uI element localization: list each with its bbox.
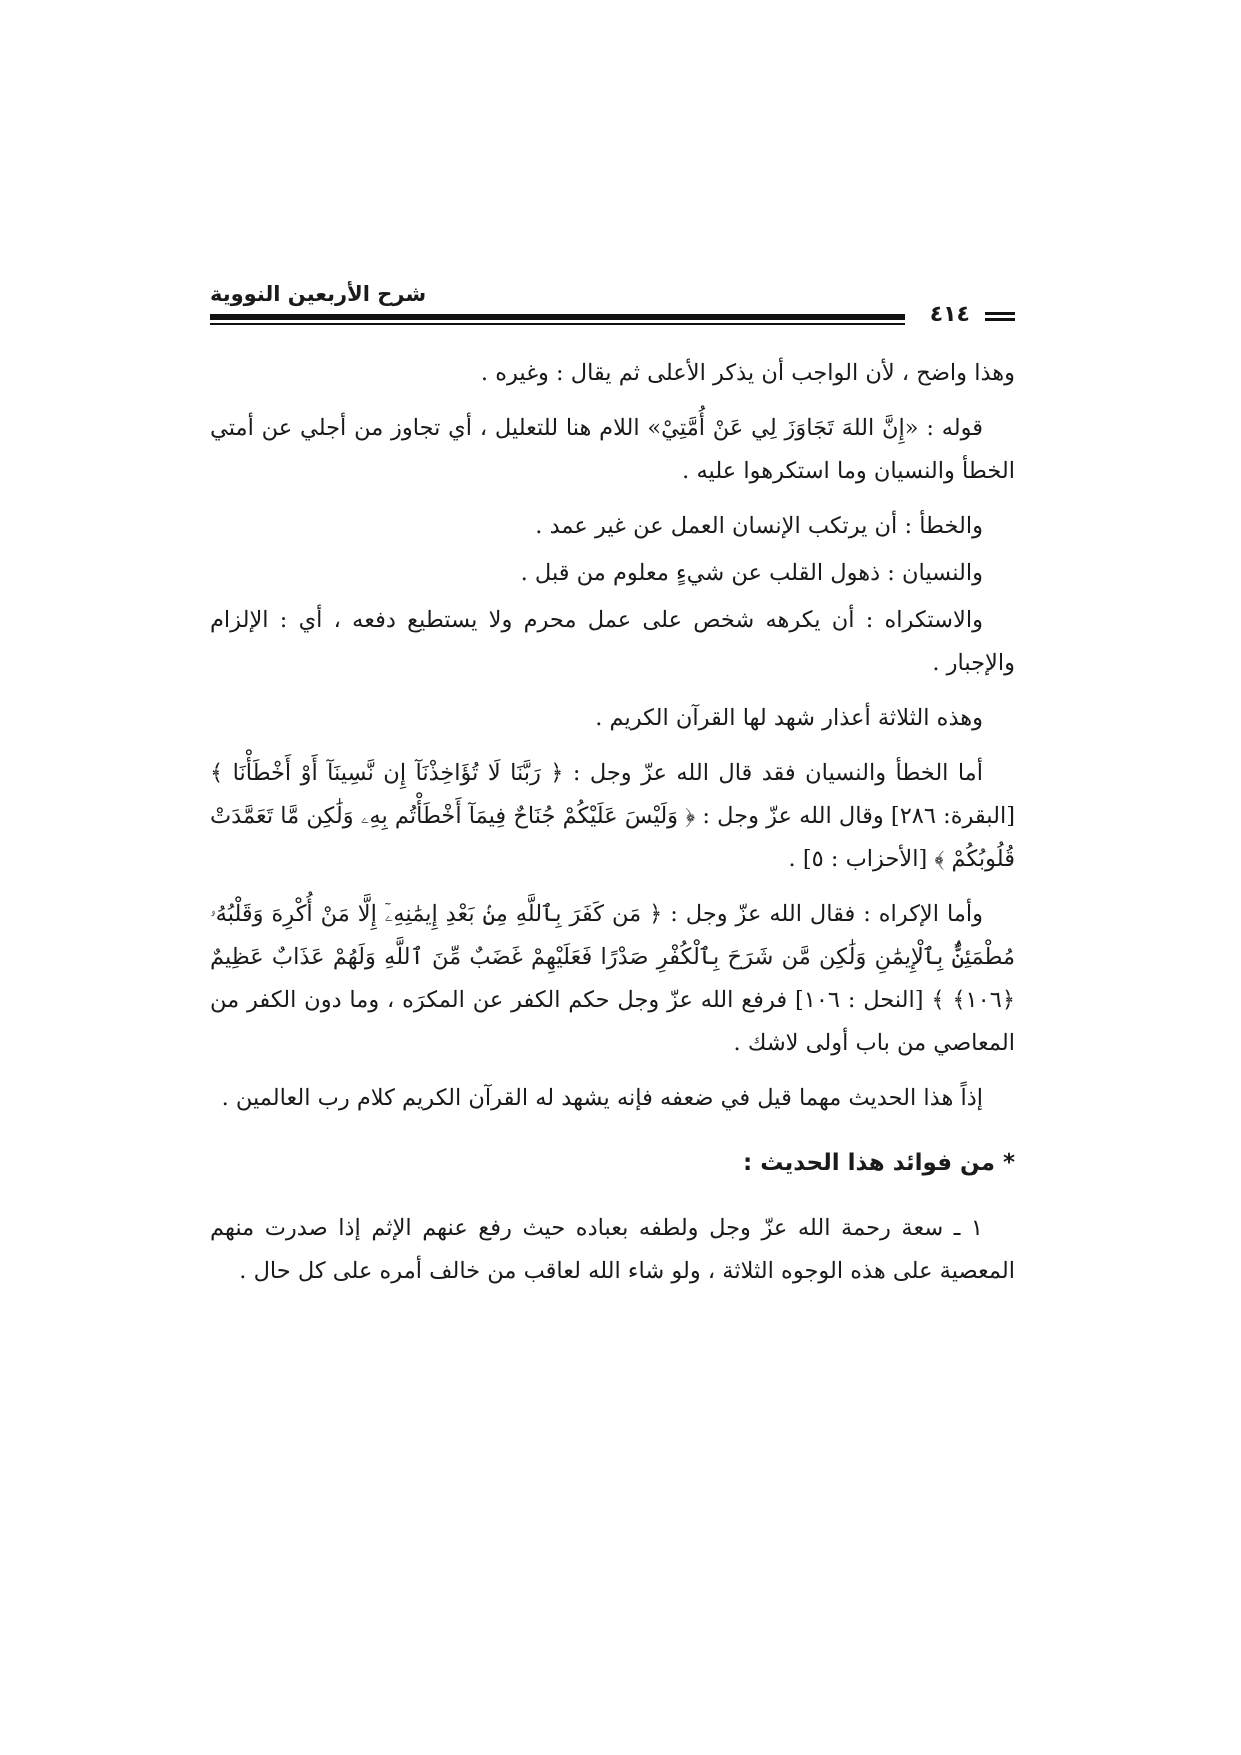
section-heading: * من فوائد هذا الحديث : <box>743 1150 1015 1176</box>
paragraph: قوله : «إِنَّ اللهَ تَجَاوَزَ لِي عَنْ أُمَّتِيْ» اللام هنا للتعليل ، أي تجاوز من أجلي عن أمتي الخطأ والنسيان وما استكرهوا عليه . <box>210 415 1015 484</box>
quran-evidence-paragraph: وأما الإكراه : فقال الله عزّ وجل : ﴿ مَن كَفَرَ بِٱللَّهِ مِنۢ بَعْدِ إِيمَٰنِهِۦٓ إِلَّا مَنْ أُكْرِهَ وَقَلْبُهُۥ مُطْمَئِنٌّۢ بِٱلْإِيمَٰنِ وَلَٰكِن مَّن شَرَحَ بِٱلْكُفْرِ صَدْرًا فَعَلَيْهِمْ غَضَبٌ مِّنَ ٱللَّهِ وَلَهُمْ عَذَابٌ عَظِيمٌ ﴿١٠٦﴾ ﴾ [النحل : ١٠٦] فرفع الله عزّ وجل حكم الكفر عن المكرَه ، وما دون الكفر من المعاصي من باب أولى لاشك . <box>210 901 1015 1056</box>
benefit-item: ١ ـ سعة رحمة الله عزّ وجل ولطفه بعباده حيث رفع عنهم الإثم إذا صدرت منهم المعصية على هذه الوجوه الثلاثة ، ولو شاء الله لعاقب من خالف أمره على كل حال . <box>210 1215 1015 1284</box>
paragraph: وهذا واضح ، لأن الواجب أن يذكر الأعلى ثم يقال : وغيره . <box>480 360 1015 386</box>
paragraph: وهذه الثلاثة أعذار شهد لها القرآن الكريم . <box>595 705 983 731</box>
quran-evidence-paragraph: أما الخطأ والنسيان فقد قال الله عزّ وجل : ﴿ رَبَّنَا لَا تُؤَاخِذْنَآ إِن نَّسِينَآ أَوْ أَخْطَأْنَا ﴾ [البقرة: ٢٨٦] وقال الله عزّ وجل : ﴿ وَلَيْسَ عَلَيْكُمْ جُنَاحٌ فِيمَآ أَخْطَأْتُم بِهِۦ وَلَٰكِن مَّا تَعَمَّدَتْ قُلُوبُكُمْ ﴾ [الأحزاب : ٥] . <box>210 760 1015 872</box>
definition-nisyan: والنسيان : ذهول القلب عن شيءٍ معلوم من قبل . <box>520 560 983 586</box>
running-header <box>210 282 1015 342</box>
definition-istikrah: والاستكراه : أن يكرهه شخص على عمل محرم ولا يستطيع دفعه ، أي : الإلزام والإجبار . <box>210 607 1015 676</box>
paragraph: إذاً هذا الحديث مهما قيل في ضعفه فإنه يشهد له القرآن الكريم كلام رب العالمين . <box>221 1085 983 1111</box>
header-rule <box>210 314 905 325</box>
body-text <box>210 352 1015 1305</box>
page-number: ٤١٤ <box>929 302 970 327</box>
header-title: شرح الأربعين النووية <box>210 282 427 306</box>
definition-khata: والخطأ : أن يرتكب الإنسان العمل عن غير عمد . <box>535 513 983 539</box>
header-dash-ornament <box>985 312 1015 324</box>
